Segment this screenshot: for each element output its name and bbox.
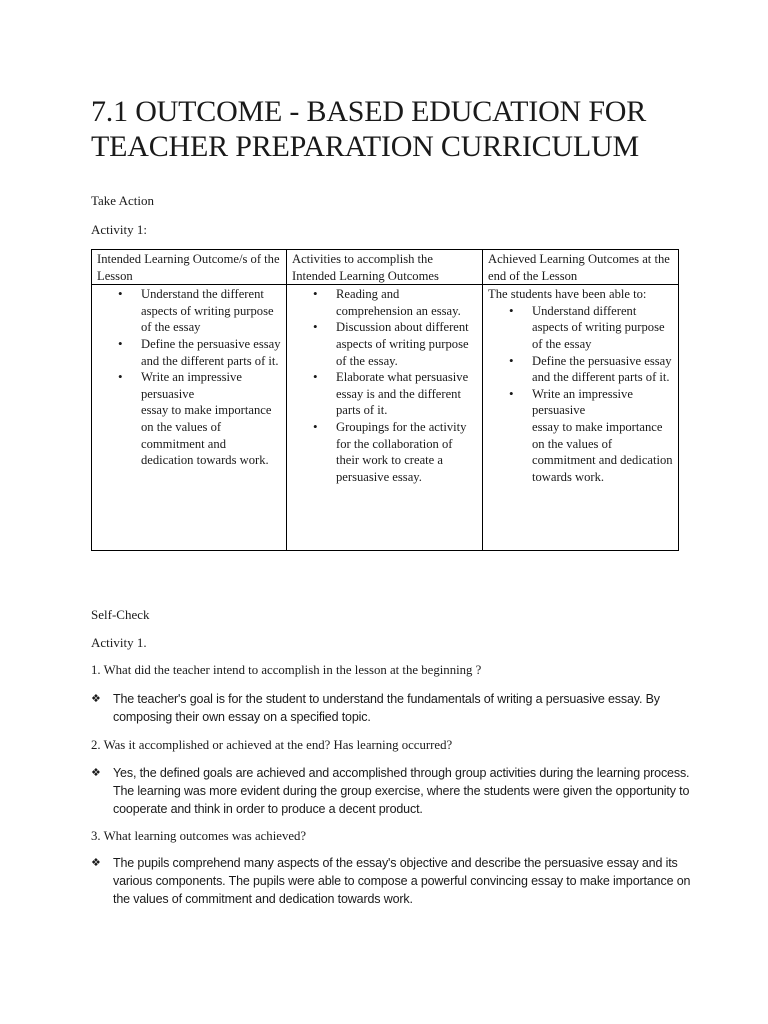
page-title <box>91 94 731 164</box>
table-body-row <box>92 285 679 551</box>
title-line-2: TEACHER PREPARATION CURRICULUM <box>91 130 639 163</box>
answer-2 <box>91 764 691 818</box>
answer-2-text: Yes, the defined goals are achieved and accomplished through group activities during the learning process. The learning was more evident during the group exercise, where the students were given the opportunity to cooperate and think in order to produce a decent product. <box>113 766 690 816</box>
list-item: • Discussion about different aspects of writing purpose of the essay. <box>336 319 477 369</box>
list-item: • Reading and comprehension an essay. <box>336 286 477 319</box>
achieved-intro: The students have been able to: <box>488 287 647 302</box>
activity-1-label: Activity 1: <box>91 222 147 237</box>
activities-cell <box>287 285 483 551</box>
list-item: • Define the persuasive essay and the different parts of it. <box>532 353 673 386</box>
question-1: 1. What did the teacher intend to accomplish in the lesson at the beginning ? <box>91 663 482 677</box>
header-activities: Activities to accomplish the Intended Learning Outcomes <box>287 250 483 285</box>
self-check-heading: Self-Check <box>91 607 150 622</box>
header-intended-outcomes: Intended Learning Outcome/s of the Lesson <box>92 250 287 285</box>
diamond-bullet-icon: ❖ <box>91 766 101 779</box>
list-item: • Write an impressive persuasive <box>141 369 281 402</box>
list-item: • Write an impressive persuasive <box>532 386 673 419</box>
header-achieved-outcomes: Achieved Learning Outcomes at the end of the Lesson <box>483 250 679 285</box>
diamond-bullet-icon: ❖ <box>91 856 101 869</box>
list-item: • Understand different aspects of writing purpose of the essay <box>532 303 673 353</box>
title-line-1: 7.1 OUTCOME - BASED EDUCATION FOR <box>91 95 647 128</box>
activity-1-label-2: Activity 1. <box>91 635 147 650</box>
list-item: • Groupings for the activity for the collaboration of their work to create a persuasive essay. <box>336 419 477 485</box>
answer-3 <box>91 854 691 908</box>
achieved-outcomes-cell <box>483 285 679 551</box>
intended-outcomes-cell <box>92 285 287 551</box>
list-item: • Define the persuasive essay and the different parts of it. <box>141 336 281 369</box>
answer-3-text: The pupils comprehend many aspects of the essay's objective and describe the persuasive essay and its various components. The pupils were able to compose a powerful convincing essay to make importance on the values of commitment and dedication towards work. <box>113 856 691 906</box>
answer-1-text: The teacher's goal is for the student to understand the fundamentals of writing a persuasive essay. By composing their own essay on a specified topic. <box>113 692 660 724</box>
learning-outcomes-table <box>91 249 679 551</box>
list-item: • Elaborate what persuasive essay is and the different parts of it. <box>336 369 477 419</box>
take-action-heading: Take Action <box>91 193 154 208</box>
diamond-bullet-icon: ❖ <box>91 692 101 705</box>
list-item-continuation: essay to make importance on the values of commitment and dedication towards work. <box>141 403 272 468</box>
question-2: 2. Was it accomplished or achieved at the end? Has learning occurred? <box>91 738 453 752</box>
list-item: • Understand the different aspects of writing purpose of the essay <box>141 286 281 336</box>
list-item-continuation: essay to make importance on the values of commitment and dedication towards work. <box>532 419 673 484</box>
table-header-row <box>92 250 679 285</box>
answer-1 <box>91 690 691 726</box>
question-3: 3. What learning outcomes was achieved? <box>91 829 307 843</box>
